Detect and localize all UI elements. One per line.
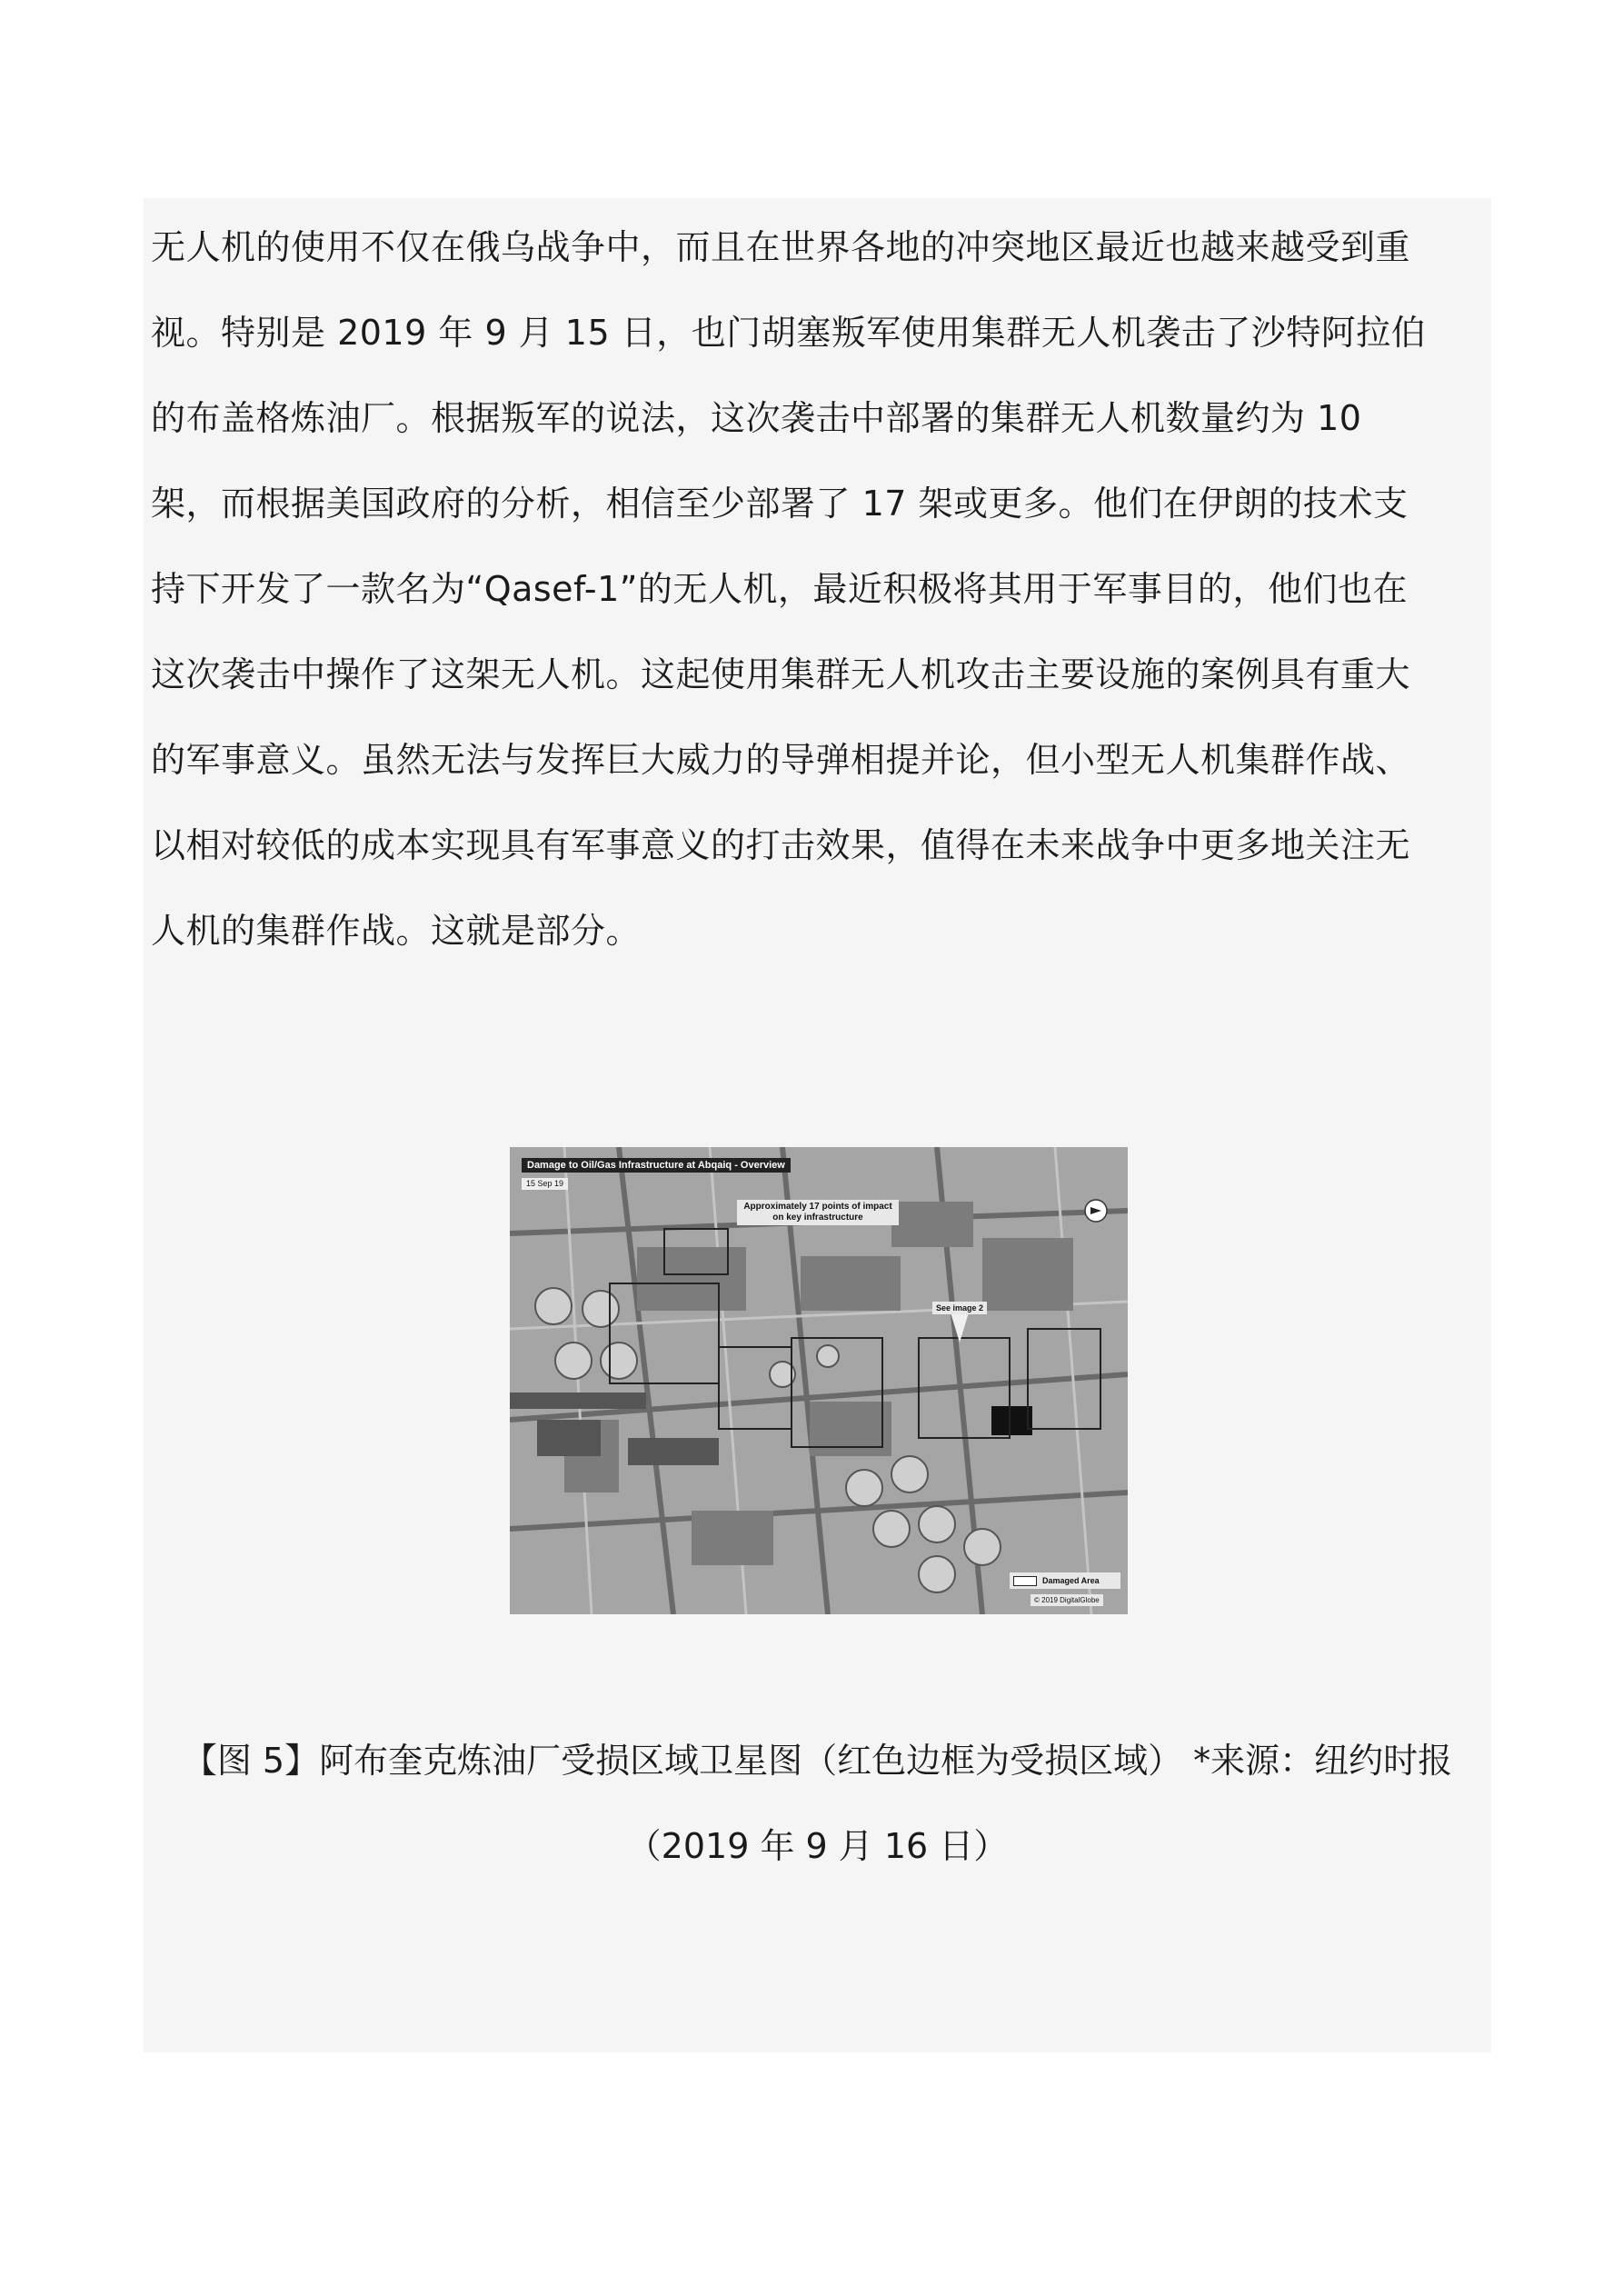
caption-line-2: （2019 年 9 月 16 日） [626, 1826, 1009, 1866]
image-copyright: © 2019 DigitalGlobe [1031, 1594, 1103, 1606]
article-line: 视。特别是 2019 年 9 月 15 日，也门胡塞叛军使用集群无人机袭击了沙特阿拉伯 [151, 313, 1427, 353]
figure-title: Damage to Oil/Gas Infrastructure at Abqaiq - Overview [522, 1158, 791, 1173]
article-line: 架，而根据美国政府的分析，相信至少部署了 17 架或更多。他们在伊朗的技术支 [151, 484, 1409, 524]
see-image-label: See image 2 [932, 1302, 987, 1314]
article-line: 持下开发了一款名为“Qasef-1”的无人机，最近积极将其用于军事目的，他们也在 [151, 569, 1408, 609]
satellite-image [510, 1147, 1128, 1614]
caption-line-1: 【图 5】阿布奎克炼油厂受损区域卫星图（红色边框为受损区域） *来源：纽约时报 [182, 1741, 1453, 1781]
article-line: 人机的集群作战。这就是部分。 [151, 911, 642, 951]
article-line: 以相对较低的成本实现具有军事意义的打击效果，值得在未来战争中更多地关注无 [151, 825, 1411, 865]
legend-label: Damaged Area [1042, 1576, 1100, 1585]
article-line: 这次袭击中操作了这架无人机。这起使用集群无人机攻击主要设施的案例具有重大 [151, 654, 1411, 694]
article-line: 的布盖格炼油厂。根据叛军的说法，这次袭击中部署的集群无人机数量约为 10 [151, 398, 1362, 438]
north-arrow-icon [1082, 1197, 1110, 1224]
damaged-area-swatch [1013, 1576, 1037, 1586]
article-body [151, 205, 1487, 973]
map-legend [1010, 1572, 1120, 1589]
article-line: 无人机的使用不仅在俄乌战争中，而且在世界各地的冲突地区最近也越来越受到重 [151, 227, 1411, 267]
figure-caption [144, 1718, 1491, 1889]
figure-date: 15 Sep 19 [522, 1178, 568, 1190]
article-line: 的军事意义。虽然无法与发挥巨大威力的导弹相提并论，但小型无人机集群作战、 [151, 740, 1411, 780]
impact-callout: Approximately 17 points of impact on key infrastructure [737, 1200, 899, 1225]
